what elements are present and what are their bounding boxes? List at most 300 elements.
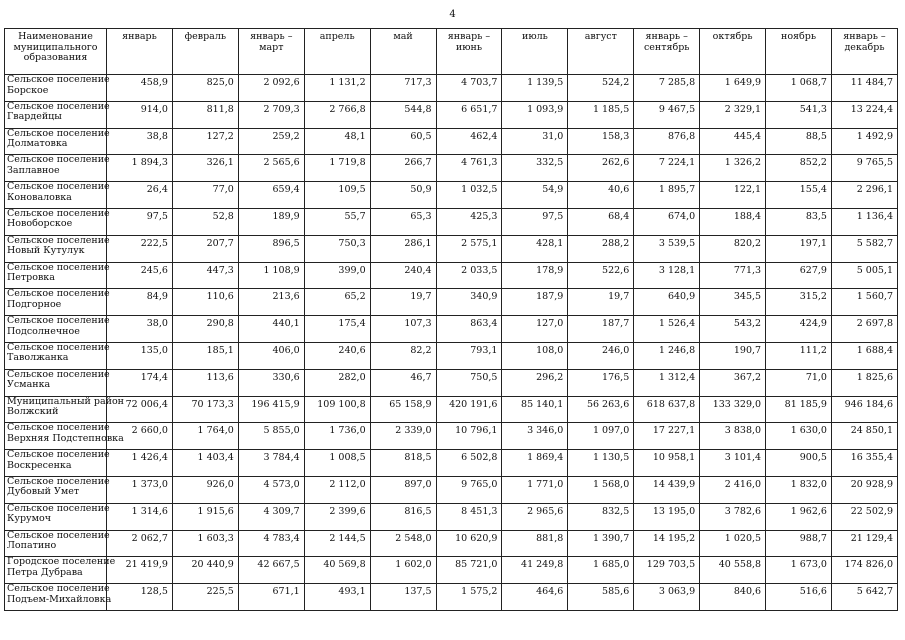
value-cell: 332,5 xyxy=(502,155,568,182)
value-cell: 1 130,5 xyxy=(568,450,634,477)
value-cell: 97,5 xyxy=(502,208,568,235)
value-cell: 175,4 xyxy=(304,316,370,343)
row-name-line: Борское xyxy=(7,84,49,96)
row-name-cell xyxy=(5,422,124,450)
value-cell: 1 603,3 xyxy=(172,530,238,557)
row-name-line: Подъем-Михайловка xyxy=(7,593,112,605)
value-cell: 1 602,0 xyxy=(370,557,436,584)
column-header-name: Наименование муниципального образования xyxy=(5,29,107,75)
row-name-cell xyxy=(5,395,124,423)
value-cell: 6 502,8 xyxy=(436,450,502,477)
value-cell: 85 140,1 xyxy=(502,396,568,423)
row-name-line: Петра Дубрава xyxy=(7,566,83,578)
value-cell: 428,1 xyxy=(502,235,568,262)
value-cell: 82,2 xyxy=(370,342,436,369)
table-row xyxy=(5,503,898,530)
row-name-cell xyxy=(5,449,110,477)
value-cell: 946 184,6 xyxy=(831,396,897,423)
value-cell: 40 558,8 xyxy=(700,557,766,584)
value-cell: 24 850,1 xyxy=(831,423,897,450)
value-cell: 65,2 xyxy=(304,289,370,316)
monthly-data-table xyxy=(4,28,898,611)
row-name-cell xyxy=(5,475,110,503)
value-cell: 816,5 xyxy=(370,503,436,530)
value-cell: 640,9 xyxy=(634,289,700,316)
value-cell: 2 965,6 xyxy=(502,503,568,530)
value-cell: 1 560,7 xyxy=(831,289,897,316)
value-cell: 2 144,5 xyxy=(304,530,370,557)
row-name-line: Сельское поселение xyxy=(7,154,110,166)
value-cell: 840,6 xyxy=(700,584,766,611)
value-cell: 326,1 xyxy=(172,155,238,182)
value-cell: 288,2 xyxy=(568,235,634,262)
value-cell: 2 565,6 xyxy=(238,155,304,182)
value-cell: 1 832,0 xyxy=(766,476,832,503)
table-row xyxy=(5,423,898,450)
row-name-cell xyxy=(5,234,110,262)
column-header: май xyxy=(370,29,436,75)
row-name-cell xyxy=(5,583,112,611)
value-cell: 671,1 xyxy=(238,584,304,611)
row-name-line: Коноваловка xyxy=(7,191,72,203)
value-cell: 543,2 xyxy=(700,316,766,343)
value-cell: 19,7 xyxy=(568,289,634,316)
value-cell: 659,4 xyxy=(238,182,304,209)
value-cell: 2 339,0 xyxy=(370,423,436,450)
value-cell: 1 185,5 xyxy=(568,101,634,128)
table-body xyxy=(5,75,898,611)
value-cell: 14 195,2 xyxy=(634,530,700,557)
value-cell: 1 575,2 xyxy=(436,584,502,611)
value-cell: 458,9 xyxy=(107,75,173,102)
value-cell: 188,4 xyxy=(700,208,766,235)
value-cell: 1 314,6 xyxy=(107,503,173,530)
value-cell: 3 838,0 xyxy=(700,423,766,450)
row-name-cell xyxy=(5,154,110,182)
value-cell: 3 063,9 xyxy=(634,584,700,611)
value-cell: 2 296,1 xyxy=(831,182,897,209)
value-cell: 55,7 xyxy=(304,208,370,235)
row-name-cell xyxy=(5,529,110,557)
row-name-cell xyxy=(5,261,110,289)
value-cell: 225,5 xyxy=(172,584,238,611)
value-cell: 5 005,1 xyxy=(831,262,897,289)
table-row xyxy=(5,182,898,209)
value-cell: 750,3 xyxy=(304,235,370,262)
row-name-line: Сельское поселение xyxy=(7,74,110,85)
page-number: 4 xyxy=(449,9,456,20)
table-row xyxy=(5,369,898,396)
column-header: апрель xyxy=(304,29,370,75)
table-row xyxy=(5,316,898,343)
value-cell: 133 329,0 xyxy=(700,396,766,423)
value-cell: 1 326,2 xyxy=(700,155,766,182)
value-cell: 1 962,6 xyxy=(766,503,832,530)
row-name-line: Воскресенка xyxy=(7,459,72,471)
value-cell: 10 620,9 xyxy=(436,530,502,557)
value-cell: 750,5 xyxy=(436,369,502,396)
value-cell: 825,0 xyxy=(172,75,238,102)
row-name-line: Новоборское xyxy=(7,218,73,230)
row-name-line: Сельское поселение xyxy=(7,100,110,112)
value-cell: 1 915,6 xyxy=(172,503,238,530)
row-name-line: Таволжанка xyxy=(7,352,69,364)
value-cell: 340,9 xyxy=(436,289,502,316)
value-cell: 189,9 xyxy=(238,208,304,235)
value-cell: 3 539,5 xyxy=(634,235,700,262)
value-cell: 42 667,5 xyxy=(238,557,304,584)
value-cell: 1 688,4 xyxy=(831,342,897,369)
value-cell: 109 100,8 xyxy=(304,396,370,423)
value-cell: 110,6 xyxy=(172,289,238,316)
value-cell: 190,7 xyxy=(700,342,766,369)
value-cell: 440,1 xyxy=(238,316,304,343)
value-cell: 2 660,0 xyxy=(107,423,173,450)
value-cell: 3 128,1 xyxy=(634,262,700,289)
value-cell: 65,3 xyxy=(370,208,436,235)
row-name-cell xyxy=(5,100,110,128)
value-cell: 70 173,3 xyxy=(172,396,238,423)
table-row xyxy=(5,101,898,128)
value-cell: 811,8 xyxy=(172,101,238,128)
column-header: январь xyxy=(107,29,173,75)
value-cell: 1 032,5 xyxy=(436,182,502,209)
value-cell: 2 112,0 xyxy=(304,476,370,503)
value-cell: 524,2 xyxy=(568,75,634,102)
row-name-line: Курумоч xyxy=(7,513,52,525)
row-name-line: Сельское поселение xyxy=(7,127,110,139)
table-row xyxy=(5,235,898,262)
value-cell: 1 008,5 xyxy=(304,450,370,477)
value-cell: 1 685,0 xyxy=(568,557,634,584)
value-cell: 1 736,0 xyxy=(304,423,370,450)
value-cell: 71,0 xyxy=(766,369,832,396)
value-cell: 128,5 xyxy=(107,584,173,611)
table-header-row xyxy=(5,29,898,75)
value-cell: 1 136,4 xyxy=(831,208,897,235)
value-cell: 818,5 xyxy=(370,450,436,477)
value-cell: 4 573,0 xyxy=(238,476,304,503)
column-header: ноябрь xyxy=(766,29,832,75)
row-name-cell xyxy=(5,207,110,235)
value-cell: 185,1 xyxy=(172,342,238,369)
row-name-line: Сельское поселение xyxy=(7,234,110,246)
row-name-line: Сельское поселение xyxy=(7,261,110,273)
value-cell: 1 097,0 xyxy=(568,423,634,450)
column-header: январь – июнь xyxy=(436,29,502,75)
value-cell: 4 783,4 xyxy=(238,530,304,557)
value-cell: 2 709,3 xyxy=(238,101,304,128)
value-cell: 85 721,0 xyxy=(436,557,502,584)
value-cell: 135,0 xyxy=(107,342,173,369)
value-cell: 97,5 xyxy=(107,208,173,235)
value-cell: 717,3 xyxy=(370,75,436,102)
value-cell: 113,6 xyxy=(172,369,238,396)
value-cell: 1 373,0 xyxy=(107,476,173,503)
table-row xyxy=(5,128,898,155)
row-name-cell xyxy=(5,181,110,209)
value-cell: 245,6 xyxy=(107,262,173,289)
value-cell: 207,7 xyxy=(172,235,238,262)
value-cell: 109,5 xyxy=(304,182,370,209)
column-header: январь – март xyxy=(238,29,304,75)
value-cell: 2 697,8 xyxy=(831,316,897,343)
value-cell: 1 764,0 xyxy=(172,423,238,450)
value-cell: 1 403,4 xyxy=(172,450,238,477)
value-cell: 240,4 xyxy=(370,262,436,289)
value-cell: 60,5 xyxy=(370,128,436,155)
value-cell: 107,3 xyxy=(370,316,436,343)
value-cell: 832,5 xyxy=(568,503,634,530)
column-header: август xyxy=(568,29,634,75)
table-row xyxy=(5,584,898,611)
table-row xyxy=(5,530,898,557)
row-name-cell xyxy=(5,74,110,102)
value-cell: 6 651,7 xyxy=(436,101,502,128)
value-cell: 122,1 xyxy=(700,182,766,209)
value-cell: 9 467,5 xyxy=(634,101,700,128)
row-name-line: Волжский xyxy=(7,406,59,418)
value-cell: 1 719,8 xyxy=(304,155,370,182)
value-cell: 259,2 xyxy=(238,128,304,155)
row-name-cell xyxy=(5,502,110,530)
table-row xyxy=(5,289,898,316)
value-cell: 84,9 xyxy=(107,289,173,316)
row-name-line: Сельское поселение xyxy=(7,368,110,380)
value-cell: 20 440,9 xyxy=(172,557,238,584)
value-cell: 1 649,9 xyxy=(700,75,766,102)
value-cell: 40,6 xyxy=(568,182,634,209)
value-cell: 111,2 xyxy=(766,342,832,369)
value-cell: 1 068,7 xyxy=(766,75,832,102)
row-name-line: Дубовый Умет xyxy=(7,486,80,498)
value-cell: 914,0 xyxy=(107,101,173,128)
table-row xyxy=(5,557,898,584)
value-cell: 129 703,5 xyxy=(634,557,700,584)
value-cell: 38,8 xyxy=(107,128,173,155)
value-cell: 330,6 xyxy=(238,369,304,396)
value-cell: 5 855,0 xyxy=(238,423,304,450)
value-cell: 246,0 xyxy=(568,342,634,369)
row-name-line: Верхняя Подстепновка xyxy=(7,432,124,444)
value-cell: 56 263,6 xyxy=(568,396,634,423)
value-cell: 406,0 xyxy=(238,342,304,369)
value-cell: 1 131,2 xyxy=(304,75,370,102)
value-cell: 1 869,4 xyxy=(502,450,568,477)
table-row xyxy=(5,450,898,477)
value-cell: 41 249,8 xyxy=(502,557,568,584)
value-cell: 2 033,5 xyxy=(436,262,502,289)
value-cell: 1 568,0 xyxy=(568,476,634,503)
row-name-line: Подгорное xyxy=(7,298,62,310)
value-cell: 881,8 xyxy=(502,530,568,557)
row-name-line: Сельское поселение xyxy=(7,288,110,300)
value-cell: 876,8 xyxy=(634,128,700,155)
value-cell: 127,2 xyxy=(172,128,238,155)
row-name-cell xyxy=(5,341,110,369)
value-cell: 68,4 xyxy=(568,208,634,235)
row-name-cell xyxy=(5,368,110,396)
value-cell: 4 309,7 xyxy=(238,503,304,530)
value-cell: 262,6 xyxy=(568,155,634,182)
value-cell: 793,1 xyxy=(436,342,502,369)
row-name-line: Долматовка xyxy=(7,138,68,150)
value-cell: 38,0 xyxy=(107,316,173,343)
value-cell: 544,8 xyxy=(370,101,436,128)
value-cell: 178,9 xyxy=(502,262,568,289)
value-cell: 197,1 xyxy=(766,235,832,262)
value-cell: 81 185,9 xyxy=(766,396,832,423)
value-cell: 8 451,3 xyxy=(436,503,502,530)
value-cell: 516,6 xyxy=(766,584,832,611)
value-cell: 2 548,0 xyxy=(370,530,436,557)
value-cell: 176,5 xyxy=(568,369,634,396)
value-cell: 1 630,0 xyxy=(766,423,832,450)
column-header: январь – декабрь xyxy=(831,29,897,75)
value-cell: 1 895,7 xyxy=(634,182,700,209)
value-cell: 7 224,1 xyxy=(634,155,700,182)
row-name-line: Городское поселение xyxy=(7,556,116,568)
value-cell: 1 825,6 xyxy=(831,369,897,396)
value-cell: 896,5 xyxy=(238,235,304,262)
value-cell: 3 346,0 xyxy=(502,423,568,450)
value-cell: 522,6 xyxy=(568,262,634,289)
value-cell: 2 062,7 xyxy=(107,530,173,557)
row-name-line: Новый Кутулук xyxy=(7,245,85,257)
row-name-cell xyxy=(5,315,110,343)
value-cell: 627,9 xyxy=(766,262,832,289)
value-cell: 108,0 xyxy=(502,342,568,369)
value-cell: 1 020,5 xyxy=(700,530,766,557)
value-cell: 1 246,8 xyxy=(634,342,700,369)
value-cell: 77,0 xyxy=(172,182,238,209)
value-cell: 17 227,1 xyxy=(634,423,700,450)
value-cell: 424,9 xyxy=(766,316,832,343)
value-cell: 19,7 xyxy=(370,289,436,316)
value-cell: 1 139,5 xyxy=(502,75,568,102)
value-cell: 88,5 xyxy=(766,128,832,155)
value-cell: 462,4 xyxy=(436,128,502,155)
value-cell: 1 771,0 xyxy=(502,476,568,503)
row-name-line: Лопатино xyxy=(7,540,57,552)
value-cell: 54,9 xyxy=(502,182,568,209)
value-cell: 296,2 xyxy=(502,369,568,396)
value-cell: 4 761,3 xyxy=(436,155,502,182)
value-cell: 155,4 xyxy=(766,182,832,209)
value-cell: 10 796,1 xyxy=(436,423,502,450)
row-name-line: Сельское поселение xyxy=(7,583,110,595)
value-cell: 48,1 xyxy=(304,128,370,155)
value-cell: 1 093,9 xyxy=(502,101,568,128)
column-header: октябрь xyxy=(700,29,766,75)
value-cell: 2 399,6 xyxy=(304,503,370,530)
value-cell: 7 285,8 xyxy=(634,75,700,102)
value-cell: 2 329,1 xyxy=(700,101,766,128)
value-cell: 13 195,0 xyxy=(634,503,700,530)
value-cell: 187,7 xyxy=(568,316,634,343)
value-cell: 852,2 xyxy=(766,155,832,182)
row-name-line: Сельское поселение xyxy=(7,422,110,434)
row-name-cell xyxy=(5,127,110,155)
value-cell: 21 419,9 xyxy=(107,557,173,584)
value-cell: 46,7 xyxy=(370,369,436,396)
value-cell: 820,2 xyxy=(700,235,766,262)
value-cell: 5 642,7 xyxy=(831,584,897,611)
row-name-line: Сельское поселение xyxy=(7,181,110,193)
row-name-line: Сельское поселение xyxy=(7,207,110,219)
value-cell: 897,0 xyxy=(370,476,436,503)
value-cell: 5 582,7 xyxy=(831,235,897,262)
value-cell: 21 129,4 xyxy=(831,530,897,557)
value-cell: 2 575,1 xyxy=(436,235,502,262)
value-cell: 4 703,7 xyxy=(436,75,502,102)
value-cell: 445,4 xyxy=(700,128,766,155)
value-cell: 1 492,9 xyxy=(831,128,897,155)
value-cell: 40 569,8 xyxy=(304,557,370,584)
value-cell: 286,1 xyxy=(370,235,436,262)
value-cell: 771,3 xyxy=(700,262,766,289)
value-cell: 1 312,4 xyxy=(634,369,700,396)
value-cell: 2 766,8 xyxy=(304,101,370,128)
column-header: январь – сентябрь xyxy=(634,29,700,75)
value-cell: 1 108,9 xyxy=(238,262,304,289)
row-name-line: Заплавное xyxy=(7,164,60,176)
table-row xyxy=(5,155,898,182)
value-cell: 1 390,7 xyxy=(568,530,634,557)
value-cell: 367,2 xyxy=(700,369,766,396)
value-cell: 240,6 xyxy=(304,342,370,369)
table-row xyxy=(5,396,898,423)
value-cell: 345,5 xyxy=(700,289,766,316)
value-cell: 900,5 xyxy=(766,450,832,477)
row-name-line: Сельское поселение xyxy=(7,315,110,327)
value-cell: 222,5 xyxy=(107,235,173,262)
value-cell: 13 224,4 xyxy=(831,101,897,128)
value-cell: 3 784,4 xyxy=(238,450,304,477)
value-cell: 2 416,0 xyxy=(700,476,766,503)
value-cell: 174,4 xyxy=(107,369,173,396)
value-cell: 1 673,0 xyxy=(766,557,832,584)
value-cell: 65 158,9 xyxy=(370,396,436,423)
value-cell: 541,3 xyxy=(766,101,832,128)
value-cell: 3 782,6 xyxy=(700,503,766,530)
value-cell: 282,0 xyxy=(304,369,370,396)
row-name-line: Сельское поселение xyxy=(7,475,110,487)
value-cell: 585,6 xyxy=(568,584,634,611)
value-cell: 420 191,6 xyxy=(436,396,502,423)
value-cell: 50,9 xyxy=(370,182,436,209)
value-cell: 399,0 xyxy=(304,262,370,289)
value-cell: 863,4 xyxy=(436,316,502,343)
value-cell: 10 958,1 xyxy=(634,450,700,477)
value-cell: 158,3 xyxy=(568,128,634,155)
table-row xyxy=(5,262,898,289)
value-cell: 464,6 xyxy=(502,584,568,611)
value-cell: 16 355,4 xyxy=(831,450,897,477)
value-cell: 988,7 xyxy=(766,530,832,557)
value-cell: 52,8 xyxy=(172,208,238,235)
value-cell: 31,0 xyxy=(502,128,568,155)
row-name-line: Подсолнечное xyxy=(7,325,80,337)
value-cell: 187,9 xyxy=(502,289,568,316)
value-cell: 290,8 xyxy=(172,316,238,343)
row-name-line: Сельское поселение xyxy=(7,341,110,353)
value-cell: 174 826,0 xyxy=(831,557,897,584)
value-cell: 213,6 xyxy=(238,289,304,316)
value-cell: 1 894,3 xyxy=(107,155,173,182)
row-name-line: Сельское поселение xyxy=(7,449,110,461)
value-cell: 14 439,9 xyxy=(634,476,700,503)
